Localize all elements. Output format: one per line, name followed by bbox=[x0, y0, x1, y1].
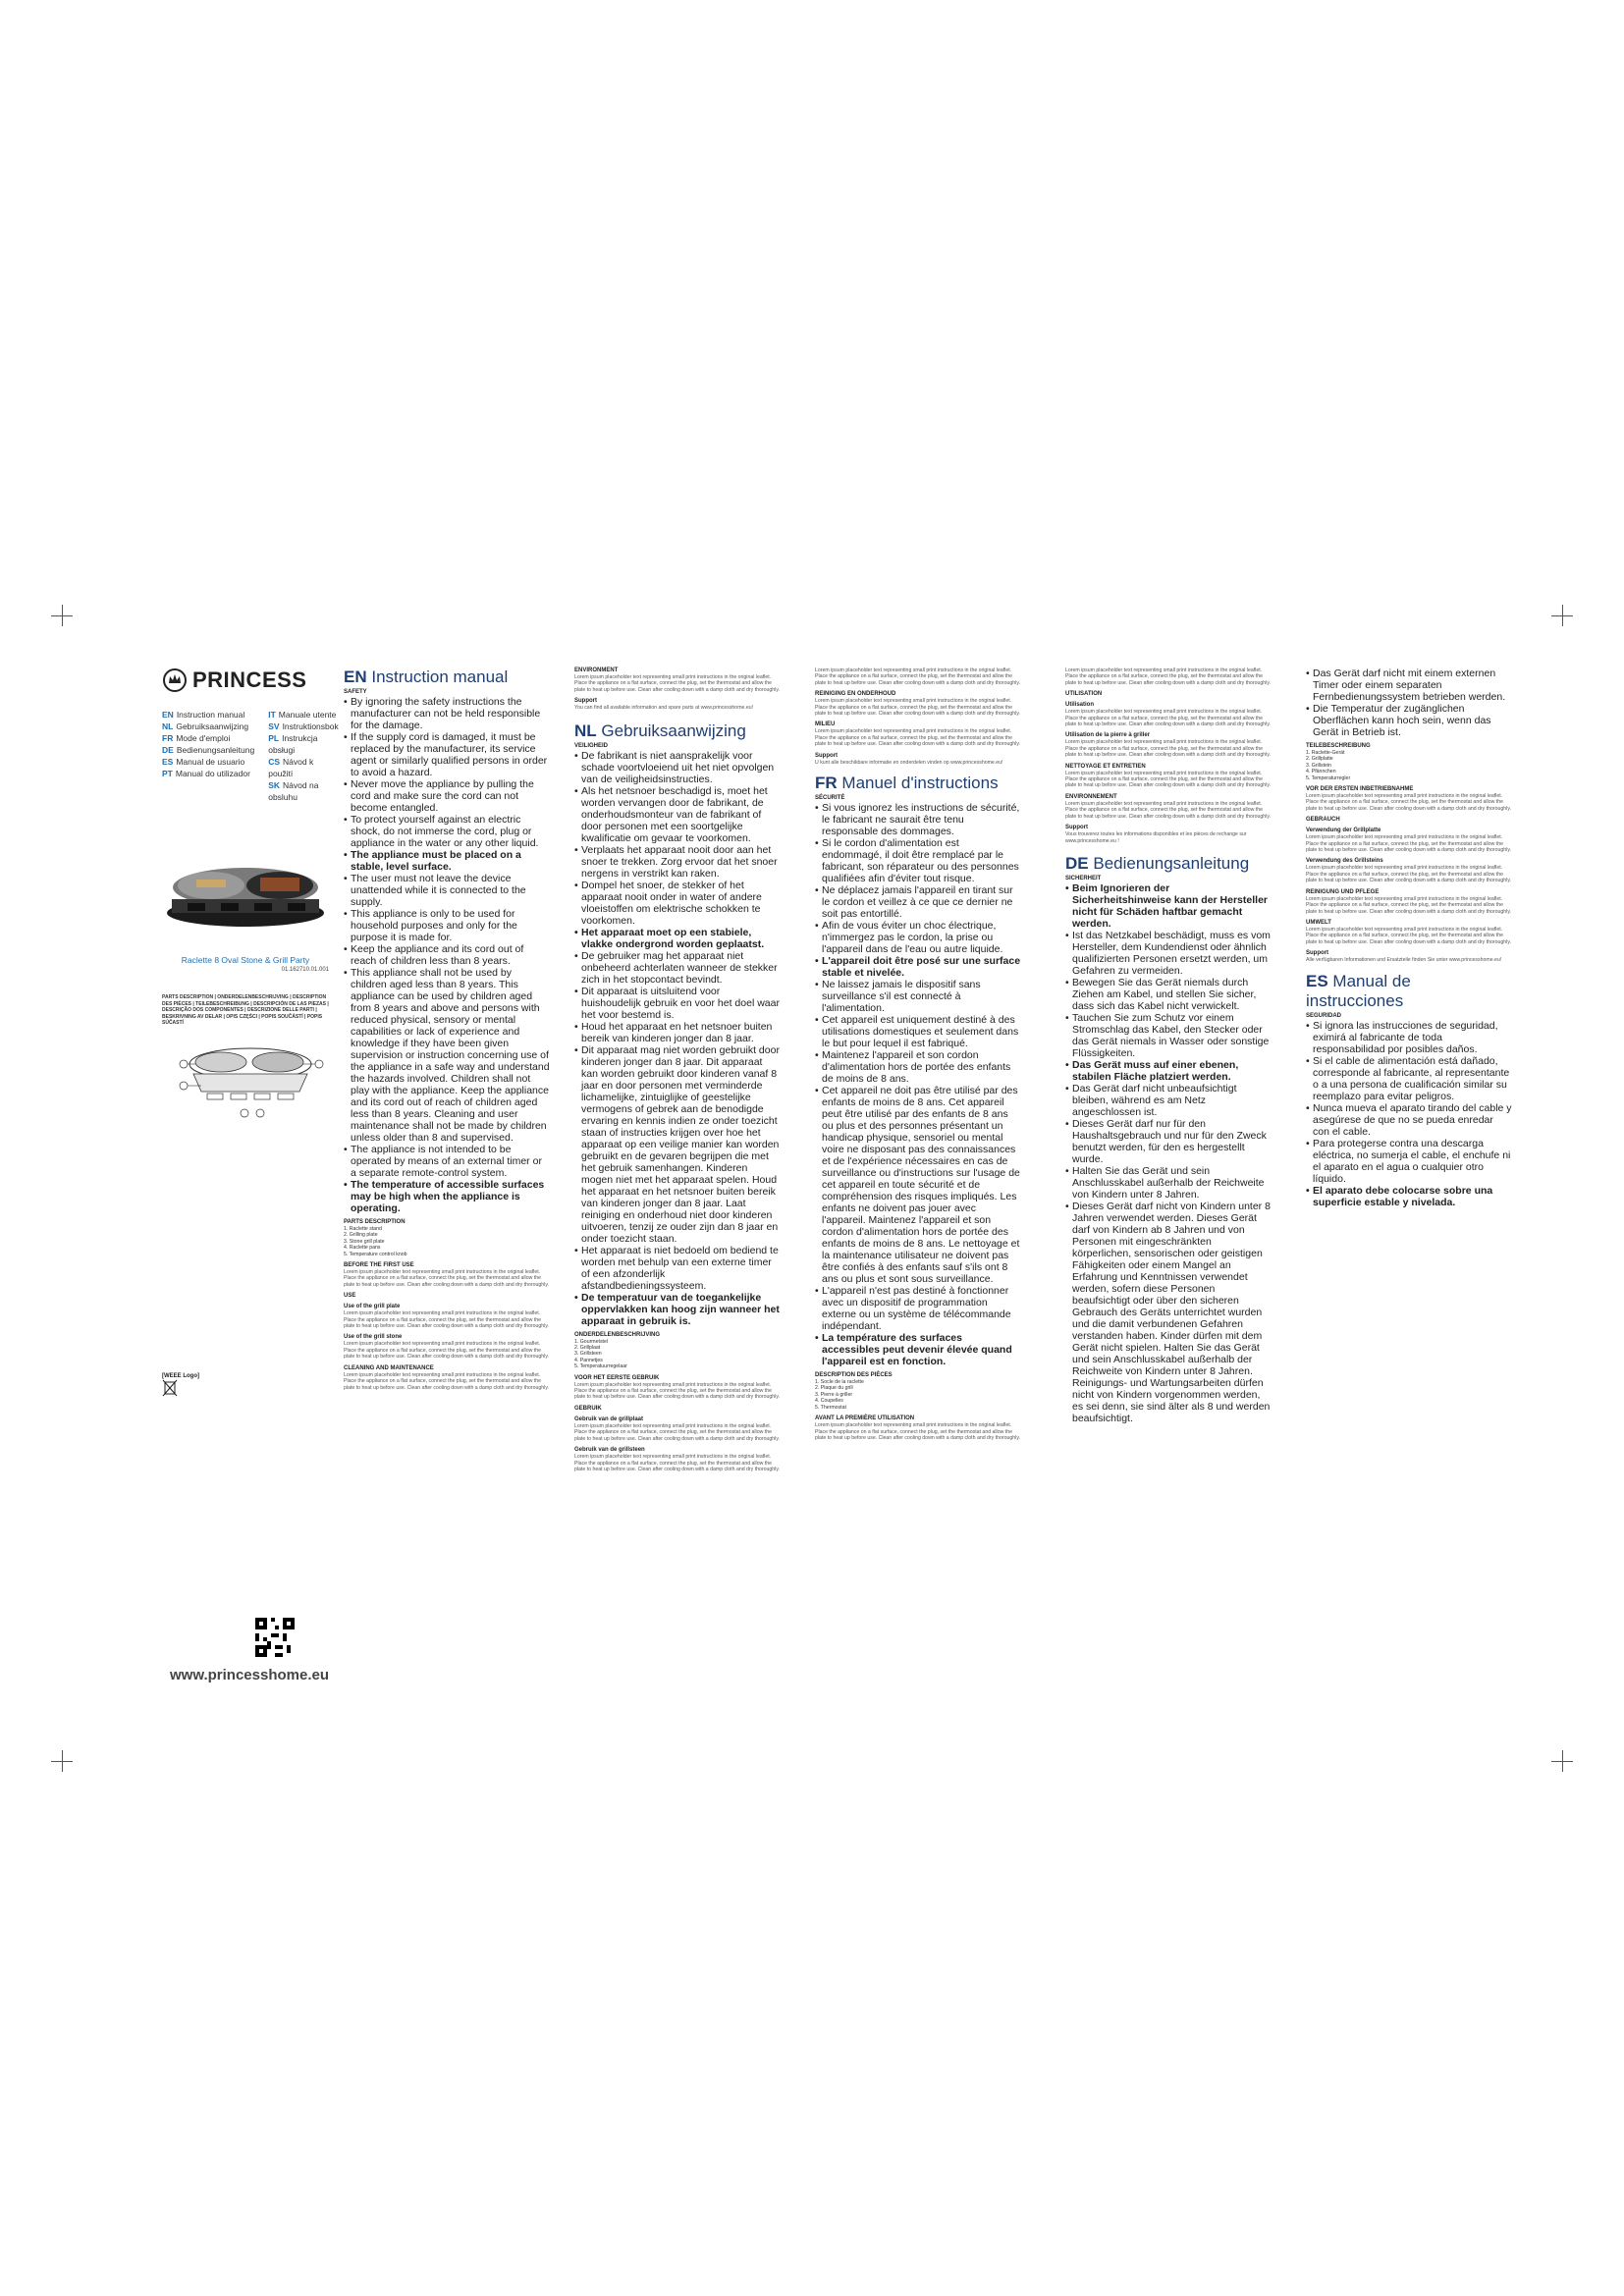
crop-mark bbox=[62, 1750, 63, 1772]
safety-bullet: • By ignoring the safety instructions the manufacturer can not be held responsible for the damage. bbox=[351, 696, 550, 731]
nl-parts-list bbox=[574, 1339, 781, 1370]
fr-use-heading: UTILISATION bbox=[1065, 691, 1103, 698]
nl-column bbox=[574, 667, 781, 1472]
safety-bullet: • The temperature of accessible surfaces may be high when the appliance is operating. bbox=[351, 1179, 550, 1214]
safety-bullet: • La température des surfaces accessibles peut devenir élevée quand l'appareil est en fonction. bbox=[822, 1332, 1021, 1367]
safety-bullet: • Para protegerse contra una descarga eléctrica, no sumerja el cable, el enchufe ni el aparato en el agua o cualquier otro líquido. bbox=[1313, 1138, 1512, 1185]
nl-use-grill-heading: Gebruik van de grillplaat bbox=[574, 1415, 644, 1422]
fr-safety-heading: SÉCURITÉ bbox=[815, 795, 845, 802]
parts-item: 5. Thermostat bbox=[815, 1404, 846, 1411]
en-support-text: You can find all available information and spare parts at www.princesshome.eu! bbox=[574, 705, 754, 712]
es-column bbox=[1306, 667, 1512, 1208]
safety-bullet: • If the supply cord is damaged, it must be replaced by the manufacturer, its service agent or similarly qualified persons in order to avoid a hazard. bbox=[351, 731, 550, 778]
safety-bullet: • Houd het apparaat en het netsnoer buiten bereik van kinderen jonger dan 8 jaar. bbox=[581, 1021, 781, 1044]
safety-bullet: • Das Gerät darf nicht unbeaufsichtigt bleiben, während es am Netz angeschlossen ist. bbox=[1072, 1083, 1272, 1118]
de-title: DE Bedienungsanleitung bbox=[1065, 853, 1250, 873]
parts-item: 2. Plaque du grill bbox=[815, 1385, 853, 1392]
safety-bullet: • Keep the appliance and its cord out of reach of children less than 8 years. bbox=[351, 943, 550, 967]
safety-bullet: • Si el cable de alimentación está dañado, corresponde al fabricante, al representante o a una persona de cualificación similar su reemplazo para evitar peligros. bbox=[1313, 1055, 1512, 1102]
en-before-heading: BEFORE THE FIRST USE bbox=[344, 1262, 414, 1269]
parts-item: 3. Grillstein bbox=[1306, 762, 1331, 769]
safety-bullet: • Dieses Gerät darf nicht von Kindern unter 8 Jahren verwendet werden. Dieses Gerät darf von Kindern ab 8 Jahren und von Personen mit eingeschränkten körperlichen, sensorischen oder geistigen Fähigkeiten oder einem Mangel an Erfahrung und Kenntnissen verwendet werden, sofern diese Personen beaufsichtigt oder über den sicheren Gebrauch des Geräts unterrichtet wurden und die damit verbundenen Gefahren verstanden haben. Kinder dürfen mit dem Gerät nicht spielen. Halten Sie das Gerät und sein Anschlusskabel außerhalb der Reichweite von Kindern unter 8 Jahren. Reinigungs- und Wartungsarbeiten dürfen nicht von Kindern vorgenommen werden, es sei denn, sie sind älter als 8 und werden beaufsichtigt. bbox=[1072, 1201, 1272, 1424]
safety-bullet: • Cet appareil est uniquement destiné à des utilisations domestiques et seulement dans le but pour lequel il est fabriqué. bbox=[822, 1014, 1021, 1049]
cover-column bbox=[162, 667, 339, 1683]
crop-mark bbox=[62, 605, 63, 626]
es-safety-heading: SEGURIDAD bbox=[1306, 1012, 1342, 1019]
nl-support-text: U kunt alle beschikbare informatie en onderdelen vinden op www.princesshome.eu! bbox=[815, 759, 1003, 766]
safety-bullet: • De temperatuur van de toegankelijke oppervlakken kan hoog zijn wanneer het apparaat in gebruik is. bbox=[581, 1292, 781, 1327]
safety-bullet: • The appliance is not intended to be operated by means of an external timer or a separate remote-control system. bbox=[351, 1144, 550, 1179]
parts-header: PARTS DESCRIPTION | ONDERDELENBESCHRIJVING | DESCRIPTION DES PIÈCES | TEILEBESCHREIBUNG | DESCRIPCIÓN DE LAS PIEZAS | DESCRIÇÃO DOS COMPONENTES | DESCRIZIONE DELLE PARTI | BESKRIVNING AV DELAR | OPIS CZĘŚCI | POPIS SOUČÁSTÍ | POPIS SÚČASTÍ bbox=[162, 994, 329, 1026]
safety-bullet: • L'appareil n'est pas destiné à fonctionner avec un dispositif de programmation externe ou un système de télécommande indépendant. bbox=[822, 1285, 1021, 1332]
nl-use-grill-text: Lorem ipsum placeholder text representing small print instructions in the original leaflet. Place the appliance on a flat surface, connect the plug, set the thermostat and allow the plate to heat up before use. Clean after cooling down with a damp cloth and dry thoroughly. bbox=[574, 1422, 780, 1442]
safety-bullet: • De fabrikant is niet aansprakelijk voor schade voortvloeiend uit het niet opvolgen van de veiligheidsinstructies. bbox=[581, 750, 781, 785]
nl-use-stone-heading: Gebruik van de grillsteen bbox=[574, 1447, 645, 1454]
en-safety-heading: SAFETY bbox=[344, 689, 367, 695]
safety-bullet: • Si le cordon d'alimentation est endommagé, il doit être remplacé par le fabricant, son réparateur ou des personnes qualifiées afin d'éviter tout risque. bbox=[822, 837, 1021, 884]
de-use-stone-text: Lorem ipsum placeholder text representing small print instructions in the original leaflet. Place the appliance on a flat surface, connect the plug, set the thermostat and allow the plate to heat up before use. Clean after cooling down with a damp cloth and dry thoroughly. bbox=[1306, 865, 1511, 884]
fr-cleaning-heading: NETTOYAGE ET ENTRETIEN bbox=[1065, 763, 1146, 770]
safety-bullet: • Ne déplacez jamais l'appareil en tirant sur le cordon et veillez à ce que ce dernier ne soit pas entortillé. bbox=[822, 884, 1021, 920]
language-item: EN Instruction manual bbox=[162, 710, 245, 720]
de-use-heading: GEBRAUCH bbox=[1306, 817, 1340, 824]
language-item: PT Manual do utilizador bbox=[162, 769, 250, 778]
de-cleaning-heading: REINIGUNG UND PFLEGE bbox=[1306, 888, 1380, 895]
de-support-text: Alle verfügbaren Informationen und Ersatzteile finden Sie unter www.princesshome.eu! bbox=[1306, 957, 1502, 964]
de-environment-heading: UMWELT bbox=[1306, 919, 1331, 926]
parts-diagram bbox=[162, 1035, 329, 1133]
de-parts-heading: TEILEBESCHREIBUNG bbox=[1306, 743, 1371, 749]
parts-item: 4. Pfännchen bbox=[1306, 769, 1336, 775]
qr-code bbox=[255, 1618, 295, 1657]
safety-bullet: • Dit apparaat is uitsluitend voor huishoudelijk gebruik en voor het doel waar het voor bestemd is. bbox=[581, 986, 781, 1021]
de-use-stone-heading: Verwendung des Grillsteins bbox=[1306, 858, 1383, 865]
language-item: ES Manual de usuario bbox=[162, 757, 245, 767]
safety-bullet: • Dit apparaat mag niet worden gebruikt door kinderen jonger dan 8 jaar. Dit apparaat kan worden gebruikt door kinderen vanaf 8 jaar en door personen met verminderde lichamelijke, zintuiglijke of geestelijke vermogens of gebrek aan de benodigde ervaring en kennis indien ze onder toezicht staan of instructies krijgen over hoe het apparaat op een veilige manier kan worden gebruikt en de gevaren begrijpen die met het gebruik samenhangen. Kinderen mogen niet met het apparaat spelen. Houd het apparaat en het netsnoer buiten bereik van kinderen jonger dan 8 jaar. Laat reiniging en onderhoud niet door kinderen uitvoeren, tenzij ze ouder zijn dan 8 jaar en onder toezicht staan. bbox=[581, 1044, 781, 1245]
safety-bullet: • Die Temperatur der zugänglichen Oberflächen kann hoch sein, wenn das Gerät in Betrieb ist. bbox=[1313, 703, 1512, 738]
safety-bullet: • Bewegen Sie das Gerät niemals durch Ziehen am Kabel, und stellen Sie sicher, dass sich das Kabel nicht verwickelt. bbox=[1072, 977, 1272, 1012]
de-support-heading: Support bbox=[1306, 950, 1328, 957]
nl-use-heading: GEBRUIK bbox=[574, 1405, 602, 1412]
safety-bullet: • Verplaats het apparaat nooit door aan het snoer te trekken. Zorg ervoor dat het snoer nergens in verstrikt kan raken. bbox=[581, 844, 781, 880]
parts-item: 3. Grillsteen bbox=[574, 1351, 602, 1358]
fr-parts-list bbox=[815, 1379, 1021, 1411]
language-item: SK Návod na obsluhu bbox=[268, 780, 319, 802]
parts-item: 1. Raclette-Gerät bbox=[1306, 750, 1345, 756]
en-use-grill-text: Lorem ipsum placeholder text representing small print instructions in the original leaflet. Place the appliance on a flat surface, connect the plug, set the thermostat and allow the plate to heat up before use. Clean after cooling down with a damp cloth and dry thoroughly. bbox=[344, 1310, 549, 1330]
weee-bin-icon bbox=[162, 1379, 178, 1397]
en-cleaning-heading: CLEANING AND MAINTENANCE bbox=[344, 1364, 434, 1371]
safety-bullet: • Halten Sie das Gerät und sein Anschlusskabel außerhalb der Reichweite von Kindern unter 8 Jahren. bbox=[1072, 1165, 1272, 1201]
safety-bullet: • Das Gerät darf nicht mit einem externen Timer oder einem separaten Fernbedienungssystem betrieben werden. bbox=[1313, 667, 1512, 703]
fr-use-stone-heading: Utilisation de la pierre à griller bbox=[1065, 732, 1151, 739]
language-list-left bbox=[162, 709, 254, 803]
nl-safety-heading: VEILIGHEID bbox=[574, 742, 609, 749]
es-safety-list bbox=[1306, 1020, 1512, 1208]
fr-support-text: Vous trouverez toutes les informations disponibles et les pièces de rechange sur www.princesshome.eu ! bbox=[1065, 831, 1247, 844]
en-before-text: Lorem ipsum placeholder text representing small print instructions in the original leaflet. Place the appliance on a flat surface, connect the plug, set the thermostat and allow the plate to heat up before use. Clean after cooling down with a damp cloth and dry thoroughly. bbox=[344, 1269, 549, 1288]
crop-mark bbox=[1562, 605, 1563, 626]
nl-use-stone-text: Lorem ipsum placeholder text representing small print instructions in the original leaflet. Place the appliance on a flat surface, connect the plug, set the thermostat and allow the plate to heat up before use. Clean after cooling down with a damp cloth and dry thoroughly. bbox=[574, 1454, 780, 1472]
en-safety-list bbox=[344, 696, 550, 1214]
nl-parts-heading: ONDERDELENBESCHRIJVING bbox=[574, 1331, 661, 1338]
de-safety-heading: SICHERHEIT bbox=[1065, 875, 1102, 881]
parts-item: 2. Grillplaat bbox=[574, 1345, 601, 1352]
safety-bullet: • Het apparaat is niet bedoeld om bediend te worden met behulp van een externe timer of een afzonderlijk afstandbedieningssysteem. bbox=[581, 1245, 781, 1292]
fr-column bbox=[815, 667, 1021, 1441]
parts-item: 4. Pannetjes bbox=[574, 1357, 603, 1363]
en-environment-heading: ENVIRONMENT bbox=[574, 667, 619, 673]
safety-bullet: • Als het netsnoer beschadigd is, moet het worden vervangen door de fabrikant, de onderhoudsmonteur van de fabrikant of door personen met een soortgelijke kwalificatie om gevaar te voorkomen. bbox=[581, 785, 781, 844]
fr-title: FR Manuel d'instructions bbox=[815, 774, 999, 793]
safety-bullet: • L'appareil doit être posé sur une surface stable et nivelée. bbox=[822, 955, 1021, 979]
safety-bullet: • This appliance is only to be used for household purposes and only for the purpose it is made for. bbox=[351, 908, 550, 943]
safety-bullet: • Ne laissez jamais le dispositif sans surveillance s'il est connecté à l'alimentation. bbox=[822, 979, 1021, 1014]
language-item: PL Instrukcja obsługi bbox=[268, 733, 318, 755]
safety-bullet: • Never move the appliance by pulling the cord and make sure the cord can not become entangled. bbox=[351, 778, 550, 814]
fr-safety-list bbox=[815, 802, 1021, 1367]
en-environment-text: Lorem ipsum placeholder text representing small print instructions in the original leaflet. Place the appliance on a flat surface, connect the plug, set the thermostat and allow the plate to heat up before use. Clean after cooling down with a damp cloth and dry thoroughly. bbox=[574, 674, 780, 693]
de-environment-text: Lorem ipsum placeholder text representing small print instructions in the original leaflet. Place the appliance on a flat surface, connect the plug, set the thermostat and allow the plate to heat up before use. Clean after cooling down with a damp cloth and dry thoroughly. bbox=[1306, 926, 1511, 945]
fr-before-text: Lorem ipsum placeholder text representing small print instructions in the original leaflet. Place the appliance on a flat surface, connect the plug, set the thermostat and allow the plate to heat up before use. Clean after cooling down with a damp cloth and dry thoroughly. bbox=[815, 1422, 1020, 1441]
language-list bbox=[162, 709, 339, 803]
parts-item: 3. Stone grill plate bbox=[344, 1238, 385, 1245]
en-use-heading: USE bbox=[344, 1293, 356, 1300]
weee-logo-label: [WEEE Logo] bbox=[162, 1372, 199, 1379]
safety-bullet: • This appliance shall not be used by children aged less than 8 years. This appliance can be used by children aged from 8 years and above and persons with reduced physical, sensory or mental capabilities or lack of experience and knowledge if they have been given supervision or instruction concerning use of the appliance in a safe way and understand the hazards involved. Children shall not play with the appliance. Keep the appliance and its cord out of reach of children aged less than 8 years. Cleaning and user maintenance shall not be made by children unless older than 8 and supervised. bbox=[351, 967, 550, 1144]
fr-use-grill-heading: Utilisation bbox=[1065, 702, 1095, 709]
de-use-grill-text: Lorem ipsum placeholder text representing small print instructions in the original leaflet. Place the appliance on a flat surface, connect the plug, set the thermostat and allow the plate to heat up before use. Clean after cooling down with a damp cloth and dry thoroughly. bbox=[1306, 834, 1511, 854]
crown-icon bbox=[162, 668, 188, 692]
fr-continued-text: Lorem ipsum placeholder text representing small print instructions in the original leaflet. Place the appliance on a flat surface, connect the plug, set the thermostat and allow the plate to heat up before use. Clean after cooling down with a damp cloth and dry thoroughly. bbox=[1065, 667, 1271, 686]
nl-continued-text: Lorem ipsum placeholder text representing small print instructions in the original leaflet. Place the appliance on a flat surface, connect the plug, set the thermostat and allow the plate to heat up before use. Clean after cooling down with a damp cloth and dry thoroughly. bbox=[815, 667, 1020, 686]
parts-item: 4. Raclette pans bbox=[344, 1245, 381, 1252]
nl-cleaning-heading: REINIGING EN ONDERHOUD bbox=[815, 691, 896, 698]
brand-logo bbox=[162, 667, 329, 693]
safety-bullet: • Cet appareil ne doit pas être utilisé par des enfants de moins de 8 ans. Cet appareil peut être utilisé par des enfants de 8 ans ou plus et des personnes présentant un handicap physique, sensoriel ou mental voire ne disposant pas des connaissances et de l'expérience nécessaires en cas de surveillance ou d'instructions sur l'usage de cet appareil en toute sécurité et de compréhension des risques impliqués. Les enfants ne doivent pas jouer avec l'appareil. Maintenez l'appareil et son cordon d'alimentation hors de portée des enfants de moins de 8 ans. Le nettoyage et la maintenance utilisateur ne doivent pas être confiés à des enfants sauf s'ils ont 8 ans ou plus et sont sous surveillance. bbox=[822, 1085, 1021, 1285]
nl-cleaning-text: Lorem ipsum placeholder text representing small print instructions in the original leaflet. Place the appliance on a flat surface, connect the plug, set the thermostat and allow the plate to heat up before use. Clean after cooling down with a damp cloth and dry thoroughly. bbox=[815, 698, 1020, 718]
de-before-heading: VOR DER ERSTEN INBETRIEBNAHME bbox=[1306, 786, 1414, 793]
es-title: ES Manual de instrucciones bbox=[1306, 971, 1411, 1010]
fr-use-grill-text: Lorem ipsum placeholder text representing small print instructions in the original leaflet. Place the appliance on a flat surface, connect the plug, set the thermostat and allow the plate to heat up before use. Clean after cooling down with a damp cloth and dry thoroughly. bbox=[1065, 709, 1271, 728]
brand-name: PRINCESS bbox=[192, 667, 307, 692]
en-parts-heading: PARTS DESCRIPTION bbox=[344, 1219, 406, 1225]
language-item: IT Manuale utente bbox=[268, 710, 337, 720]
nl-before-text: Lorem ipsum placeholder text representing small print instructions in the original leaflet. Place the appliance on a flat surface, connect the plug, set the thermostat and allow the plate to heat up before use. Clean after cooling down with a damp cloth and dry thoroughly. bbox=[574, 1381, 780, 1401]
de-before-text: Lorem ipsum placeholder text representing small print instructions in the original leaflet. Place the appliance on a flat surface, connect the plug, set the thermostat and allow the plate to heat up before use. Clean after cooling down with a damp cloth and dry thoroughly. bbox=[1306, 793, 1511, 812]
de-cleaning-text: Lorem ipsum placeholder text representing small print instructions in the original leaflet. Place the appliance on a flat surface, connect the plug, set the thermostat and allow the plate to heat up before use. Clean after cooling down with a damp cloth and dry thoroughly. bbox=[1306, 895, 1511, 915]
fr-support-heading: Support bbox=[1065, 825, 1088, 831]
parts-item: 1. Socle de la raclette bbox=[815, 1379, 864, 1386]
en-cleaning-text: Lorem ipsum placeholder text representing small print instructions in the original leaflet. Place the appliance on a flat surface, connect the plug, set the thermostat and allow the plate to heat up before use. Clean after cooling down with a damp cloth and dry thoroughly. bbox=[344, 1371, 549, 1391]
language-item: NL Gebruiksaanwijzing bbox=[162, 721, 249, 731]
language-item: DE Bedienungsanleitung bbox=[162, 745, 255, 755]
nl-before-heading: VOOR HET EERSTE GEBRUIK bbox=[574, 1374, 660, 1381]
fr-environment-heading: ENVIRONNEMENT bbox=[1065, 793, 1117, 800]
parts-item: 2. Grilling plate bbox=[344, 1232, 378, 1239]
en-support-heading: Support bbox=[574, 698, 597, 705]
en-use-stone-text: Lorem ipsum placeholder text representing small print instructions in the original leaflet. Place the appliance on a flat surface, connect the plug, set the thermostat and allow the plate to heat up before use. Clean after cooling down with a damp cloth and dry thoroughly. bbox=[344, 1341, 549, 1361]
de-parts-list bbox=[1306, 750, 1512, 781]
fr-parts-heading: DESCRIPTION DES PIÈCES bbox=[815, 1372, 893, 1379]
parts-item: 5. Temperatuurregelaar bbox=[574, 1363, 627, 1370]
fr-before-heading: AVANT LA PREMIÈRE UTILISATION bbox=[815, 1415, 915, 1422]
nl-safety-list bbox=[574, 750, 781, 1327]
safety-bullet: • Het apparaat moet op een stabiele, vlakke ondergrond worden geplaatst. bbox=[581, 927, 781, 950]
language-list-right bbox=[268, 709, 339, 803]
nl-title: NL Gebruiksaanwijzing bbox=[574, 721, 746, 740]
language-item: CS Návod k použití bbox=[268, 757, 314, 778]
parts-item: 5. Temperaturregler bbox=[1306, 774, 1351, 781]
safety-bullet: • Ist das Netzkabel beschädigt, muss es vom Hersteller, dem Kundendienst oder ähnlich qualifizierten Personen ersetzt werden, um Gefahren zu vermeiden. bbox=[1072, 930, 1272, 977]
de-safety-list bbox=[1065, 882, 1272, 1424]
en-parts-list bbox=[344, 1226, 550, 1257]
parts-item: 2. Grillplatte bbox=[1306, 756, 1333, 763]
parts-item: 4. Coupelles bbox=[815, 1398, 843, 1405]
de-column bbox=[1065, 667, 1272, 1424]
parts-item: 1. Raclette stand bbox=[344, 1226, 382, 1232]
safety-bullet: • Nunca mueva el aparato tirando del cable y asegúrese de que no se pueda enredar con el cable. bbox=[1313, 1102, 1512, 1138]
safety-bullet: • Maintenez l'appareil et son cordon d'alimentation hors de portée des enfants de moins de 8 ans. bbox=[822, 1049, 1021, 1085]
product-photo bbox=[162, 842, 329, 940]
safety-bullet: • Beim Ignorieren der Sicherheitshinweise kann der Hersteller nicht für Schäden haftbar gemacht werden. bbox=[1072, 882, 1272, 930]
safety-bullet: • De gebruiker mag het apparaat niet onbeheerd achterlaten wanneer de stekker zich in het stopcontact bevindt. bbox=[581, 950, 781, 986]
safety-bullet: • Dompel het snoer, de stekker of het apparaat nooit onder in water of andere vloeistoffen om elektrische schokken te voorkomen. bbox=[581, 880, 781, 927]
parts-item: 1. Gourmetstel bbox=[574, 1338, 609, 1345]
fr-use-stone-text: Lorem ipsum placeholder text representing small print instructions in the original leaflet. Place the appliance on a flat surface, connect the plug, set the thermostat and allow the plate to heat up before use. Clean after cooling down with a damp cloth and dry thoroughly. bbox=[1065, 739, 1271, 759]
safety-bullet: • The user must not leave the device unattended while it is connected to the supply. bbox=[351, 873, 550, 908]
de-use-grill-heading: Verwendung der Grillplatte bbox=[1306, 828, 1381, 834]
language-item: FR Mode d'emploi bbox=[162, 733, 231, 743]
safety-bullet: • Dieses Gerät darf nur für den Haushaltsgebrauch und nur für den Zweck benutzt werden, für den es hergestellt wurde. bbox=[1072, 1118, 1272, 1165]
nl-support-heading: Support bbox=[815, 752, 838, 759]
en-column bbox=[344, 667, 550, 1391]
safety-bullet: • Das Gerät muss auf einer ebenen, stabilen Fläche platziert werden. bbox=[1072, 1059, 1272, 1083]
product-code: 01.162710.01.001 bbox=[281, 967, 329, 973]
parts-item: 3. Pierre à griller bbox=[815, 1391, 853, 1398]
en-title: EN Instruction manual bbox=[344, 667, 509, 686]
safety-bullet: • The appliance must be placed on a stable, level surface. bbox=[351, 849, 550, 873]
safety-bullet: • El aparato debe colocarse sobre una superficie estable y nivelada. bbox=[1313, 1185, 1512, 1208]
en-use-stone-heading: Use of the grill stone bbox=[344, 1334, 403, 1341]
safety-bullet: • To protect yourself against an electric shock, do not immerse the cord, plug or appliance in the water or any other liquid. bbox=[351, 814, 550, 849]
nl-environment-heading: MILIEU bbox=[815, 721, 836, 728]
nl-environment-text: Lorem ipsum placeholder text representing small print instructions in the original leaflet. Place the appliance on a flat surface, connect the plug, set the thermostat and allow the plate to heat up before use. Clean after cooling down with a damp cloth and dry thoroughly. bbox=[815, 728, 1020, 748]
website: www.princesshome.eu bbox=[170, 1666, 329, 1683]
language-item: SV Instruktionsbok bbox=[268, 721, 339, 731]
safety-bullet: • Si vous ignorez les instructions de sécurité, le fabricant ne saurait être tenu responsable des dommages. bbox=[822, 802, 1021, 837]
safety-bullet: • Afin de vous éviter un choc électrique, n'immergez pas le cordon, la prise ou l'appareil dans de l'eau ou autre liquide. bbox=[822, 920, 1021, 955]
product-name: Raclette 8 Oval Stone & Grill Party bbox=[181, 955, 310, 965]
en-use-grill-heading: Use of the grill plate bbox=[344, 1304, 401, 1310]
fr-environment-text: Lorem ipsum placeholder text representing small print instructions in the original leaflet. Place the appliance on a flat surface, connect the plug, set the thermostat and allow the plate to heat up before use. Clean after cooling down with a damp cloth and dry thoroughly. bbox=[1065, 800, 1271, 820]
crop-mark bbox=[1562, 1750, 1563, 1772]
de-safety-list-continued bbox=[1306, 667, 1512, 738]
safety-bullet: • Tauchen Sie zum Schutz vor einem Stromschlag das Kabel, den Stecker oder das Gerät niemals in Wasser oder sonstige Flüssigkeiten. bbox=[1072, 1012, 1272, 1059]
safety-bullet: • Si ignora las instrucciones de seguridad, eximirá al fabricante de toda responsabilidad por posibles daños. bbox=[1313, 1020, 1512, 1055]
parts-item: 5. Temperature control knob bbox=[344, 1251, 407, 1257]
fr-cleaning-text: Lorem ipsum placeholder text representing small print instructions in the original leaflet. Place the appliance on a flat surface, connect the plug, set the thermostat and allow the plate to heat up before use. Clean after cooling down with a damp cloth and dry thoroughly. bbox=[1065, 770, 1271, 789]
